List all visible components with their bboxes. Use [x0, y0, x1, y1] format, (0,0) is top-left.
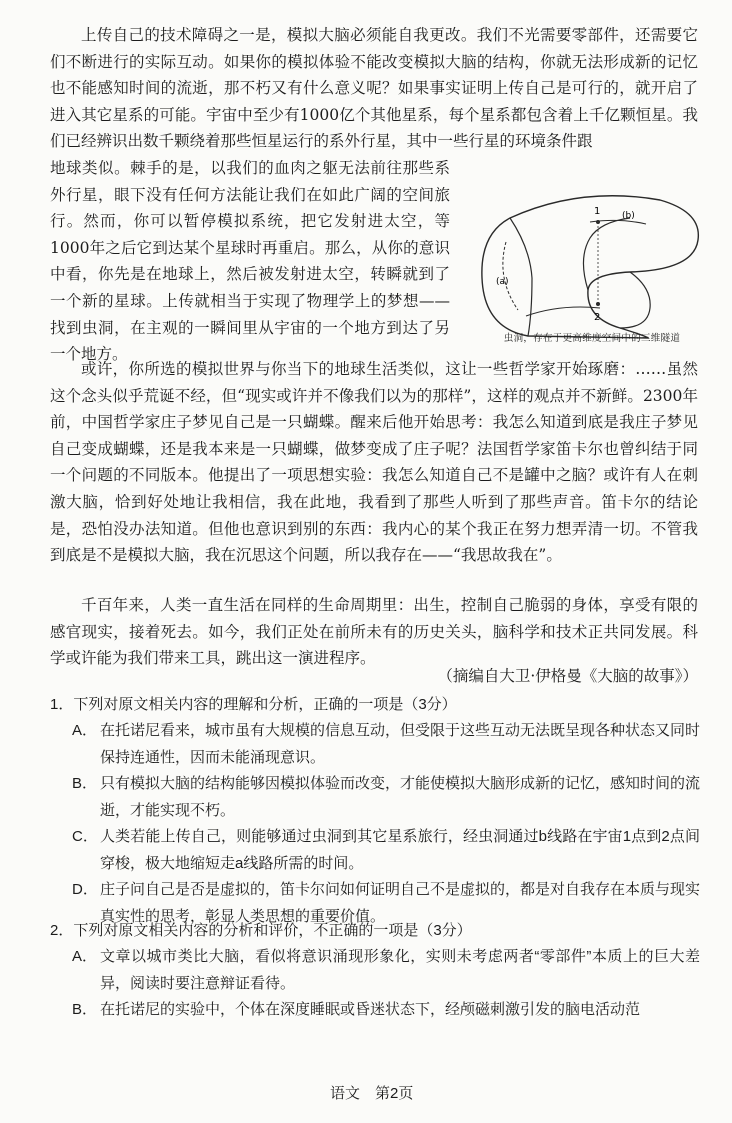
- option-text: 在托诺尼看来，城市虽有大规模的信息互动，但受限于这些互动无法既呈现各种状态又同时保持连通性，因而未能涌现意识。: [100, 722, 701, 766]
- option-text: 在托诺尼的实验中，个体在深度睡眠或昏迷状态下，经颅磁刺激引发的脑电活动范: [100, 1001, 641, 1018]
- option-text: 只有模拟大脑的结构能够因模拟体验而改变，才能使模拟大脑形成新的记忆，感知时间的流逝，才能实现不朽。: [100, 775, 701, 819]
- option-label: B．: [72, 775, 98, 792]
- question-2: [50, 918, 700, 1024]
- wormhole-illustration: [470, 178, 706, 350]
- passage-paragraph-3: 千百年来，人类一直生活在同样的生命周期里：出生，控制自己脆弱的身体，享受有限的感官现实，接着死去。如今，我们正处在前所未有的历史关头，脑科学和技术正共同发展。科学或许能为我们带来工具，跳出这一演进程序。: [50, 596, 698, 668]
- option-label: C．: [72, 828, 98, 845]
- option-label: A．: [72, 722, 98, 739]
- option-label: A．: [72, 948, 98, 965]
- option-text: 文章以城市类比大脑，看似将意识涌现形象化，实则未考虑两者“零部件”本质上的巨大差异，阅读时要注意辩证看待。: [100, 948, 700, 992]
- question-1-option-c[interactable]: [50, 824, 700, 877]
- question-1-option-a[interactable]: [50, 718, 700, 771]
- question-2-stem: 2．下列对原文相关内容的分析和评价，不正确的一项是（3分）: [50, 922, 472, 939]
- question-1: [50, 692, 700, 930]
- path-b-label: (b): [622, 211, 635, 221]
- passage-paragraph-2: 或许，你所选的模拟世界与你当下的地球生活类似，这让一些哲学家开始琢磨：……虽然这个念头似乎荒诞不经，但“现实或许并不像我们以为的那样”，这样的观点并不新鲜。2300年前，中国哲学家庄子梦见自己是一只蝴蝶。醒来后他开始思考：我怎么知道到底是我庄子梦见自己变成蝴蝶，还是我本来是一只蝴蝶，做梦变成了庄子呢？法国哲学家笛卡尔也曾纠结于同一个问题的不同版本。他提出了一项思想实验：我怎么知道自己不是罐中之脑？或许有人在刺激大脑，恰到好处地让我相信，我在此地，我看到了那些人听到了那些声音。笛卡尔的结论是，恐怕没办法知道。但他也意识到别的东西：我内心的某个我正在努力想弄清一切。不管我到底是不是模拟大脑，我在沉思这个问题，所以我存在——“我思故我在”。: [50, 360, 698, 565]
- question-2-option-a[interactable]: [50, 944, 700, 997]
- point-1-label: 1: [594, 206, 601, 217]
- point-2-label: 2: [594, 312, 601, 323]
- option-label: D．: [72, 881, 98, 898]
- option-text: 人类若能上传自己，则能够通过虫洞到其它星系旅行，经虫洞通过b线路在宇宙1点到2点间穿梭，极大地缩短走a线路所需的时间。: [100, 828, 700, 872]
- page-footer: 语文 第2页: [330, 1085, 414, 1102]
- question-1-option-b[interactable]: [50, 771, 700, 824]
- option-label: B．: [72, 1001, 98, 1018]
- path-a-label: (a): [496, 277, 509, 287]
- option-text: 庄子问自己是否是虚拟的，笛卡尔问如何证明自己不是虚拟的，都是对自我存在本质与现实真实性的思考，彰显人类思想的重要价值。: [100, 881, 701, 925]
- source-citation: （摘编自大卫·伊格曼《大脑的故事》）: [437, 667, 698, 685]
- passage-paragraph-1-intro: 上传自己的技术障碍之一是，模拟大脑必须能自我更改。我们不光需要零部件，还需要它们不断进行的实际互动。如果你的模拟体验不能改变模拟大脑的结构，你就无法形成新的记忆也不能感知时间的流逝，那不朽又有什么意义呢？如果事实证明上传自己是可行的，就开启了进入其它星系的可能。宇宙中至少有1000亿个其他星系，每个星系都包含着上千亿颗恒星。我们已经辨识出数千颗绕着那些恒星运行的系外行星，其中一些行星的环境条件跟: [50, 26, 698, 151]
- question-1-stem: 1．下列对原文相关内容的理解和分析，正确的一项是（3分）: [50, 696, 457, 713]
- question-2-option-b[interactable]: [50, 997, 700, 1024]
- passage-paragraph-1-wrapped: 地球类似。棘手的是，以我们的血肉之躯无法前往那些系外行星，眼下没有任何方法能让我们在如此广阔的空间旅行。然而，你可以暂停模拟系统，把它发射进太空，等1000年之后它到达某个星球时再重启。那么，从你的意识中看，你先是在地球上，然后被发射进太空，转瞬就到了一个新的星球。上传就相当于实现了物理学上的梦想——找到虫洞，在主观的一瞬间里从宇宙的一个地方到达了另一个地方。: [50, 159, 450, 364]
- wormhole-diagram: [470, 178, 706, 350]
- figure-caption: 虫洞，存在于更高维度空间中的三维隧道: [503, 333, 681, 344]
